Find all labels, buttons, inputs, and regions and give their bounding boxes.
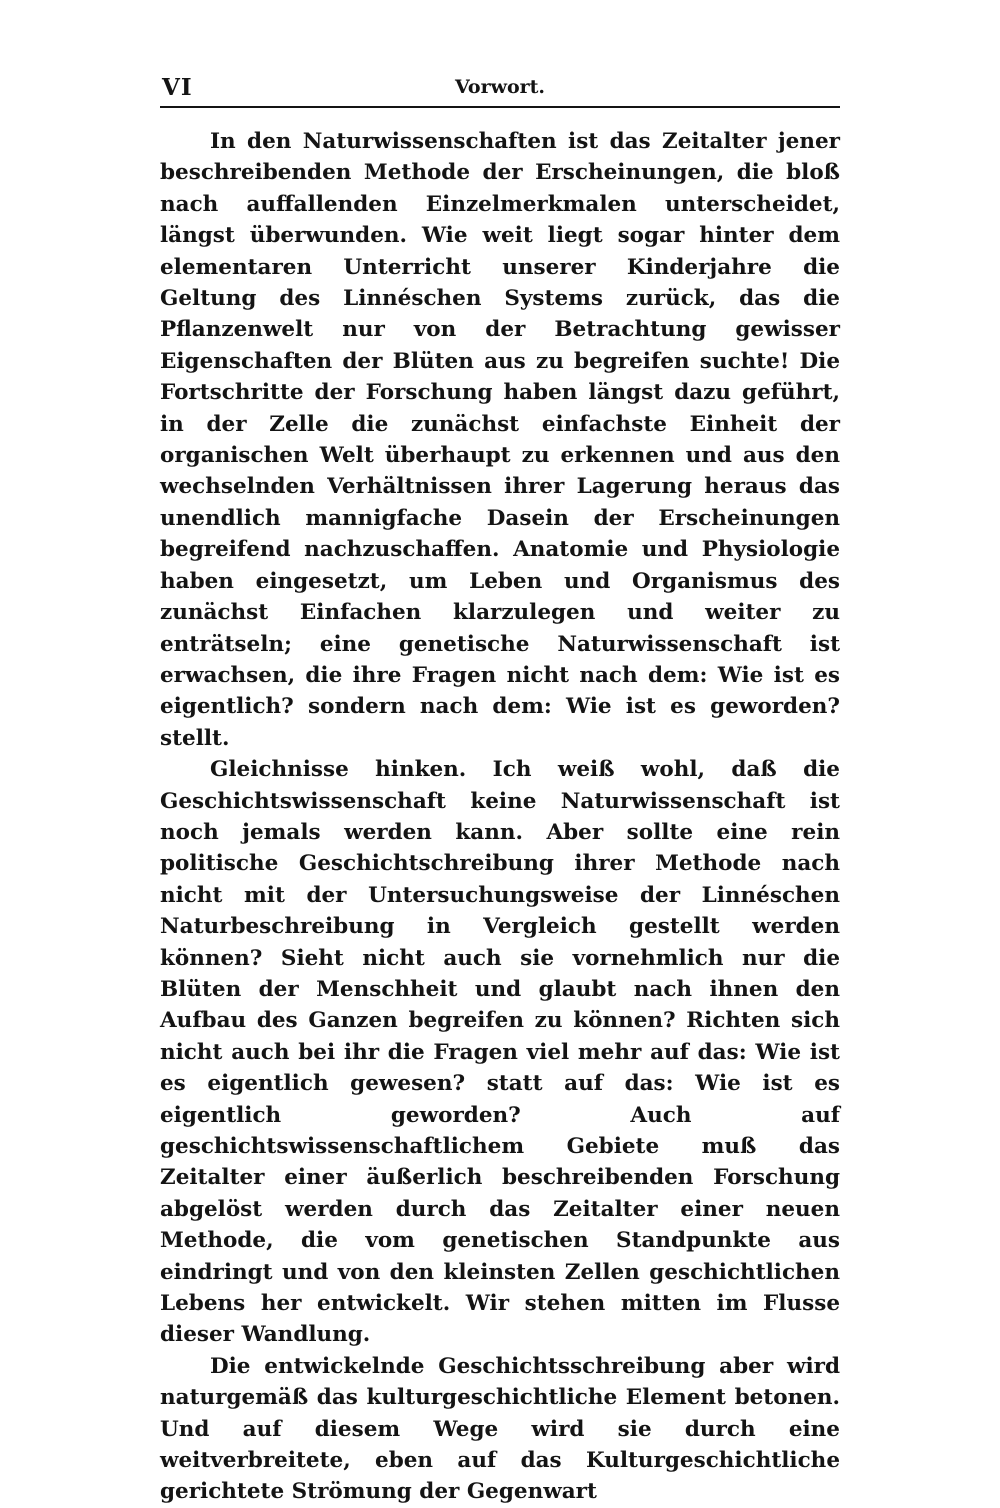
paragraph: In den Naturwissenschaften ist das Zeitalter jener beschreibenden Methode der Erscheinungen, die bloß nach auffallenden Einzelmerkmalen unterscheidet, längst überwunden. Wie weit liegt sogar hinter dem elementaren Unterricht unserer Kinderjahre die Geltung des Linnéschen Systems zurück, das die Pflanzenwelt nur von der Betrachtung gewisser Eigenschaften der Blüten aus zu begreifen suchte! Die Fortschritte der Forschung haben längst dazu geführt, in der Zelle die zunächst einfachste Einheit der organischen Welt überhaupt zu erkennen und aus den wechselnden Verhältnissen ihrer Lagerung heraus das unendlich mannigfache Dasein der Erscheinungen begreifend nachzuschaffen. Anatomie und Physiologie haben eingesetzt, um Leben und Organismus des zunächst Einfachen klarzulegen und weiter zu enträtseln; eine genetische Naturwissenschaft ist erwachsen, die ihre Fragen nicht nach dem: Wie ist es eigentlich? sondern nach dem: Wie ist es geworden? stellt.	[160, 129, 840, 751]
running-title: Vorwort.	[454, 76, 546, 98]
paragraph: Gleichnisse hinken. Ich weiß wohl, daß die Geschichtswissenschaft keine Naturwissenschaft ist noch jemals werden kann. Aber sollte eine rein politische Geschichtschreibung ihrer Methode nach nicht mit der Untersuchungsweise der Linnéschen Naturbeschreibung in Vergleich gestellt werden können? Sieht nicht auch sie vornehmlich nur die Blüten der Menschheit und glaubt nach ihnen den Aufbau des Ganzen begreifen zu können? Richten sich nicht auch bei ihr die Fragen viel mehr auf das: Wie ist es eigentlich gewesen? statt auf das: Wie ist es eigentlich geworden? Auch auf geschichtswissenschaftlichem Gebiete muß das Zeitalter einer äußerlich beschreibenden Forschung abgelöst werden durch das Zeitalter einer neuen Methode, die vom genetischen Standpunkte aus eindringt und von den kleinsten Zellen geschichtlichen Lebens her entwickelt. Wir stehen mitten im Flusse dieser Wandlung.	[160, 757, 840, 1348]
page-number: VI	[162, 74, 193, 101]
page-header	[160, 72, 840, 108]
body-text	[160, 126, 840, 1508]
book-page	[160, 72, 840, 1508]
paragraph: Die entwickelnde Geschichtsschreibung aber wird naturgemäß das kulturgeschichtliche Element betonen. Und auf diesem Wege wird sie durch eine weitverbreitete, eben auf das Kulturgeschichtliche gerichtete Strömung der Gegenwart	[160, 1353, 840, 1505]
